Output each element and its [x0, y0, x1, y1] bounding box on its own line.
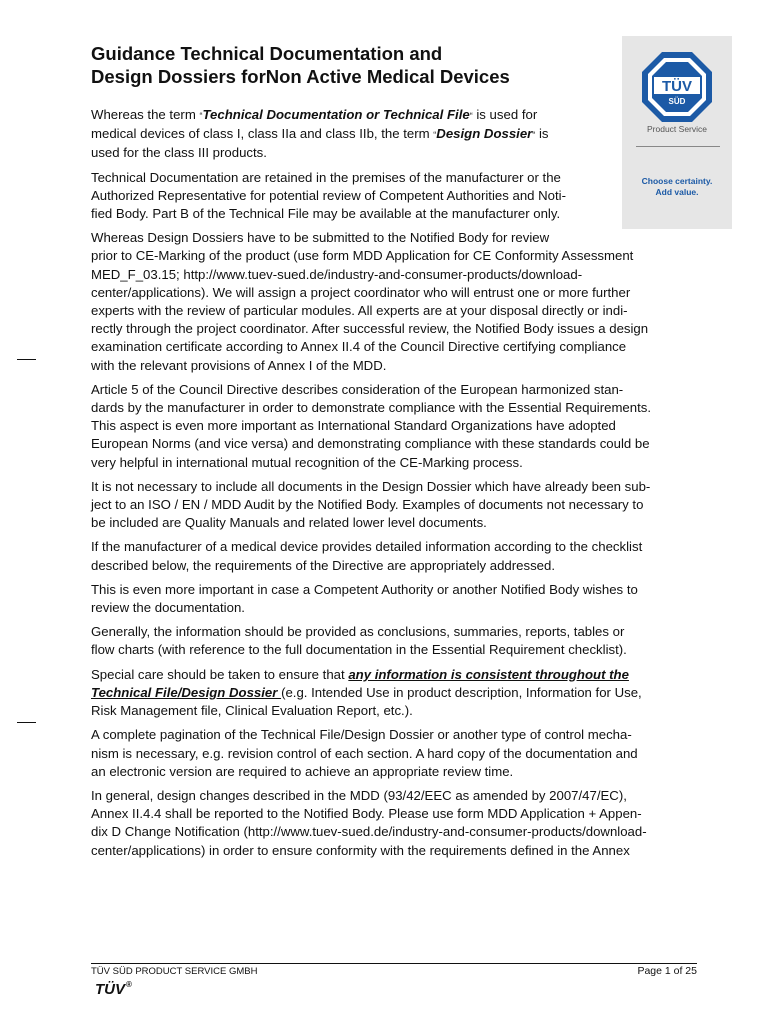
logo-brand: TÜV [662, 78, 692, 95]
paragraph-design-changes: In general, design changes described in the MDD (93/42/EEC as amended by 2007/47/EC), Annex II.4.4 shall be reported to the Notified Body. Please use form MDD Application + Appen- dix D Change Notification (http://www.tuev-sued.de/industry-and-consumer-products/download- center/applications) in order to ensure conformity with the requirements defined in the Annex [91, 787, 647, 858]
page-number: Page 1 of 25 [637, 965, 697, 977]
paragraph-pagination: A complete pagination of the Technical File/Design Dossier or another type of control mecha- nism is necessary, e.g. revision control of each section. A hard copy of the documentation and an electronic version are required to achieve an appropriate review time. [91, 727, 638, 779]
revision-margin-mark [17, 359, 36, 360]
logo-product-service: Product Service [647, 124, 707, 134]
document-title [91, 42, 611, 88]
emphasis-technical-file: Technical File/Design Dossier [91, 684, 282, 700]
paragraph-audit: It is not necessary to include all documents in the Design Dossier which have already been sub- ject to an ISO / EN / MDD Audit by the Notified Body. Examples of documents not necessary to be included are Quality Manuals and related lower level documents. [91, 478, 651, 531]
revision-margin-mark [17, 722, 36, 723]
footer-tuv-logo [95, 980, 132, 998]
title-line: Guidance Technical Documentation and [91, 43, 443, 64]
slogan-line: Choose certainty. [641, 176, 713, 186]
paragraph-submission: Whereas Design Dossiers have to be submitted to the Notified Body for review prior to CE-Marking of the product (use form MDD Application for CE Conformity Assessment MED_F_03.15; http://www.tuev-sued.de/industry-and-consumer-products/download- center/applications). We will assign a project coordinator who will entrust one or more further experts with the review of particular modules. All experts are at your disposal directly or indi- rectly through the project coordinator. After successful review, the Notified Body issues a design examination certificate according to Annex II.4 of the Council Directive certifying compliance with the relevant provisions of Annex I of the MDD. [91, 230, 649, 373]
paragraph-terms: Whereas the term “Technical Documentation or Technical File“ is used for medical devices of class I, class IIa and class IIb, the term “Design Dossier“ is used for the class III products. [91, 107, 549, 161]
paragraph-checklist: If the manufacturer of a medical device provides detailed information according to the checklist described below, the requirements of the Directive are appropriately addressed. [91, 539, 643, 573]
footer-company: TÜV SÜD PRODUCT SERVICE GMBH [91, 966, 258, 977]
footer-divider [91, 963, 697, 964]
footer-logo-text: TÜV [95, 981, 125, 998]
paragraph-information-format: Generally, the information should be provided as conclusions, summaries, reports, tables or flow charts (with reference to the full documentation in the Essential Requirement checklist). [91, 624, 627, 658]
paragraph-retention: Technical Documentation are retained in the premises of the manufacturer or the Authorized Representative for potential review of Competent Authorities and Noti- fied Body. Part B of the Technical File may be available at the manufacturer only. [91, 169, 567, 222]
slogan-line: Add value. [655, 187, 699, 197]
title-line: Design Dossiers forNon Active Medical Devices [91, 66, 510, 87]
registered-mark: ® [126, 980, 132, 989]
paragraph-competent-authority: This is even more important in case a Competent Authority or another Notified Body wishes to review the documentation. [91, 581, 638, 616]
paragraph-consistency: Special care should be taken to ensure that any information is consistent throughout the Technical File/Design Dossier (e.g. Intended Use in product description, Information for Use, Risk Management file, Clinical Evaluation Report, etc.). [91, 666, 642, 719]
paragraph-article5: Article 5 of the Council Directive describes consideration of the European harmonized stan- dards by the manufacturer in order to demonstrate compliance with the Essential Requirements. This aspect is even more important as International Standard Organizations have adopted European Norms (and vice versa) and demonstrating compliance with these standards could be very helpful in international mutual recognition of the CE-Marking process. [91, 381, 652, 470]
term-design-dossier: Design Dossier [436, 126, 533, 142]
document-body [91, 106, 696, 866]
logo-sub-brand: SÜD [668, 97, 686, 106]
term-technical-file: Technical Documentation or Technical File [202, 107, 470, 122]
emphasis-consistency: any information is consistent throughout the [348, 666, 629, 682]
